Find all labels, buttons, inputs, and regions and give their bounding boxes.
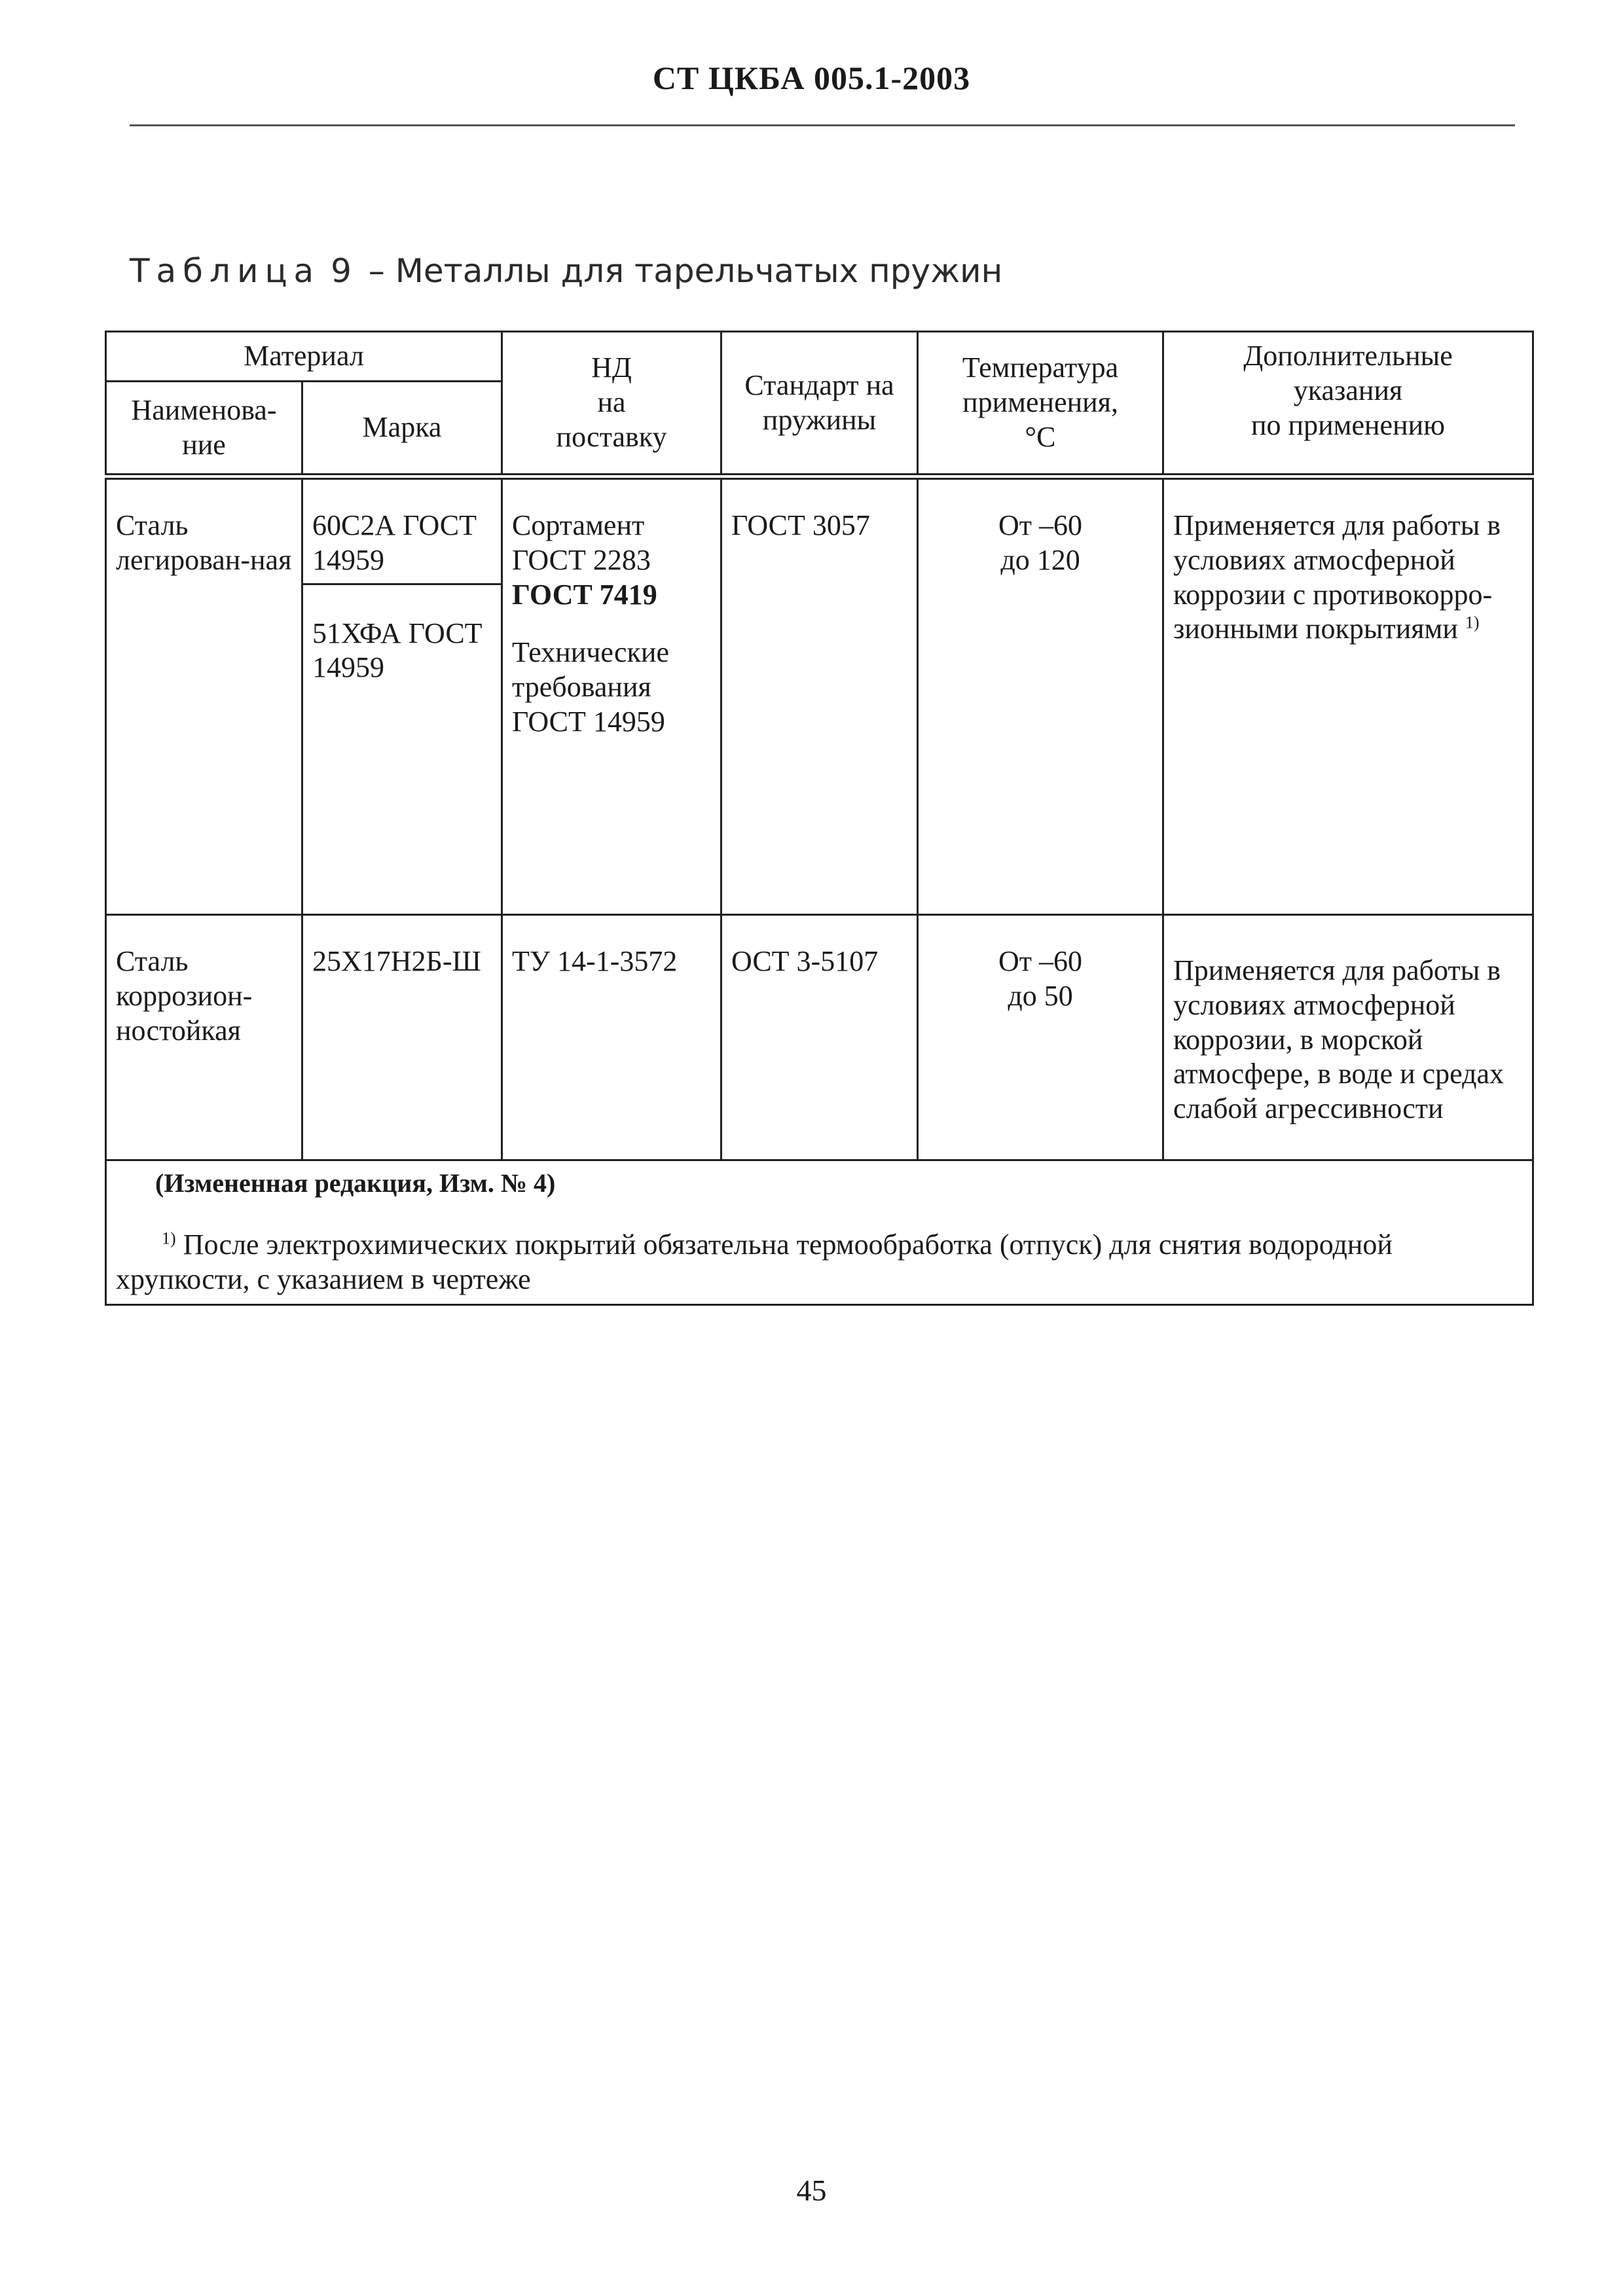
row2-name: Сталь коррозион-ностойкая bbox=[106, 915, 302, 1160]
row2-notes: Применяется для работы в условиях атмосферной коррозии, в морской атмосфере, в воде и средах слабой агрессивности bbox=[1163, 915, 1533, 1160]
header-material: Материал bbox=[106, 332, 502, 382]
row1-temp-1: От –60 bbox=[998, 509, 1083, 541]
row1-temp-2: до 120 bbox=[1000, 543, 1080, 576]
row1-notes-footnote-ref: 1) bbox=[1465, 613, 1480, 632]
row1-grade1: 60С2А ГОСТ 14959 bbox=[303, 509, 501, 585]
metals-table bbox=[105, 331, 1534, 1306]
header-notes-line3: по применению bbox=[1250, 408, 1446, 441]
header-temp-line3: °С bbox=[1025, 420, 1056, 453]
header-grade: Марка bbox=[302, 382, 502, 475]
row2-temp-2: до 50 bbox=[1008, 979, 1073, 1012]
row2-standard: ОСТ 3-5107 bbox=[721, 915, 918, 1160]
row2-nd: ТУ 14-1-3572 bbox=[502, 915, 721, 1160]
caption-number: 9 bbox=[331, 252, 358, 290]
header-temperature bbox=[918, 332, 1163, 475]
row2-grade: 25Х17Н2Б-Ш bbox=[302, 915, 502, 1160]
header-notes-line1: Дополнительные bbox=[1243, 340, 1453, 372]
header-nd-line2: на bbox=[597, 386, 626, 419]
row1-grades bbox=[302, 479, 502, 915]
header-divider bbox=[130, 124, 1515, 126]
row2-temp-1: От –60 bbox=[998, 945, 1083, 977]
caption-dash: – bbox=[368, 252, 385, 290]
header-nd bbox=[502, 332, 721, 475]
row1-nd-2: ГОСТ 2283 bbox=[512, 543, 651, 576]
row1-nd-3: ГОСТ 7419 bbox=[512, 578, 657, 611]
header-nd-line3: поставку bbox=[556, 420, 667, 453]
row1-nd-4: Технические требования ГОСТ 14959 bbox=[512, 636, 669, 738]
header-notes bbox=[1163, 332, 1533, 475]
footnote-text: После электрохимических покрытий обязательна термообработка (отпуск) для снятия водородной хрупкости, с указанием в чертеже bbox=[116, 1229, 1393, 1295]
row1-notes-text: Применяется для работы в условиях атмосферной коррозии с противокорро-зионными покрытиями bbox=[1173, 509, 1501, 645]
row1-standard: ГОСТ 3057 bbox=[721, 479, 918, 915]
header-temp-line1: Температура bbox=[962, 351, 1119, 384]
header-name: Наименова-ние bbox=[106, 382, 302, 475]
revision-note: (Измененная редакция, Изм. № 4) bbox=[155, 1168, 556, 1198]
row2-temperature bbox=[918, 915, 1163, 1160]
row1-notes bbox=[1163, 479, 1533, 915]
page-number: 45 bbox=[796, 2174, 827, 2207]
footnote-mark: 1) bbox=[162, 1229, 176, 1248]
table-row bbox=[106, 915, 1533, 1160]
table-row bbox=[106, 479, 1533, 915]
row1-grade2: 51ХФА ГОСТ 14959 bbox=[312, 617, 483, 684]
header-double-rule bbox=[106, 475, 1533, 479]
header-standard: Стандарт на пружины bbox=[721, 332, 918, 475]
row1-temperature bbox=[918, 479, 1163, 915]
table-caption bbox=[130, 252, 1002, 290]
row1-nd bbox=[502, 479, 721, 915]
footnote-row bbox=[106, 1160, 1533, 1305]
caption-prefix: Таблица bbox=[130, 252, 321, 290]
row1-nd-1: Сортамент bbox=[512, 509, 645, 541]
footnote bbox=[116, 1228, 1523, 1297]
header-notes-line2: указания bbox=[1293, 374, 1403, 406]
footnote-cell bbox=[106, 1160, 1533, 1305]
caption-title: Металлы для тарельчатых пружин bbox=[395, 252, 1003, 290]
document-code-header: СТ ЦКБА 005.1-2003 bbox=[652, 60, 971, 96]
table-header-row bbox=[106, 332, 1533, 382]
row1-name: Сталь легирован-ная bbox=[106, 479, 302, 915]
header-temp-line2: применения, bbox=[962, 386, 1118, 419]
header-nd-line1: НД bbox=[591, 351, 632, 384]
